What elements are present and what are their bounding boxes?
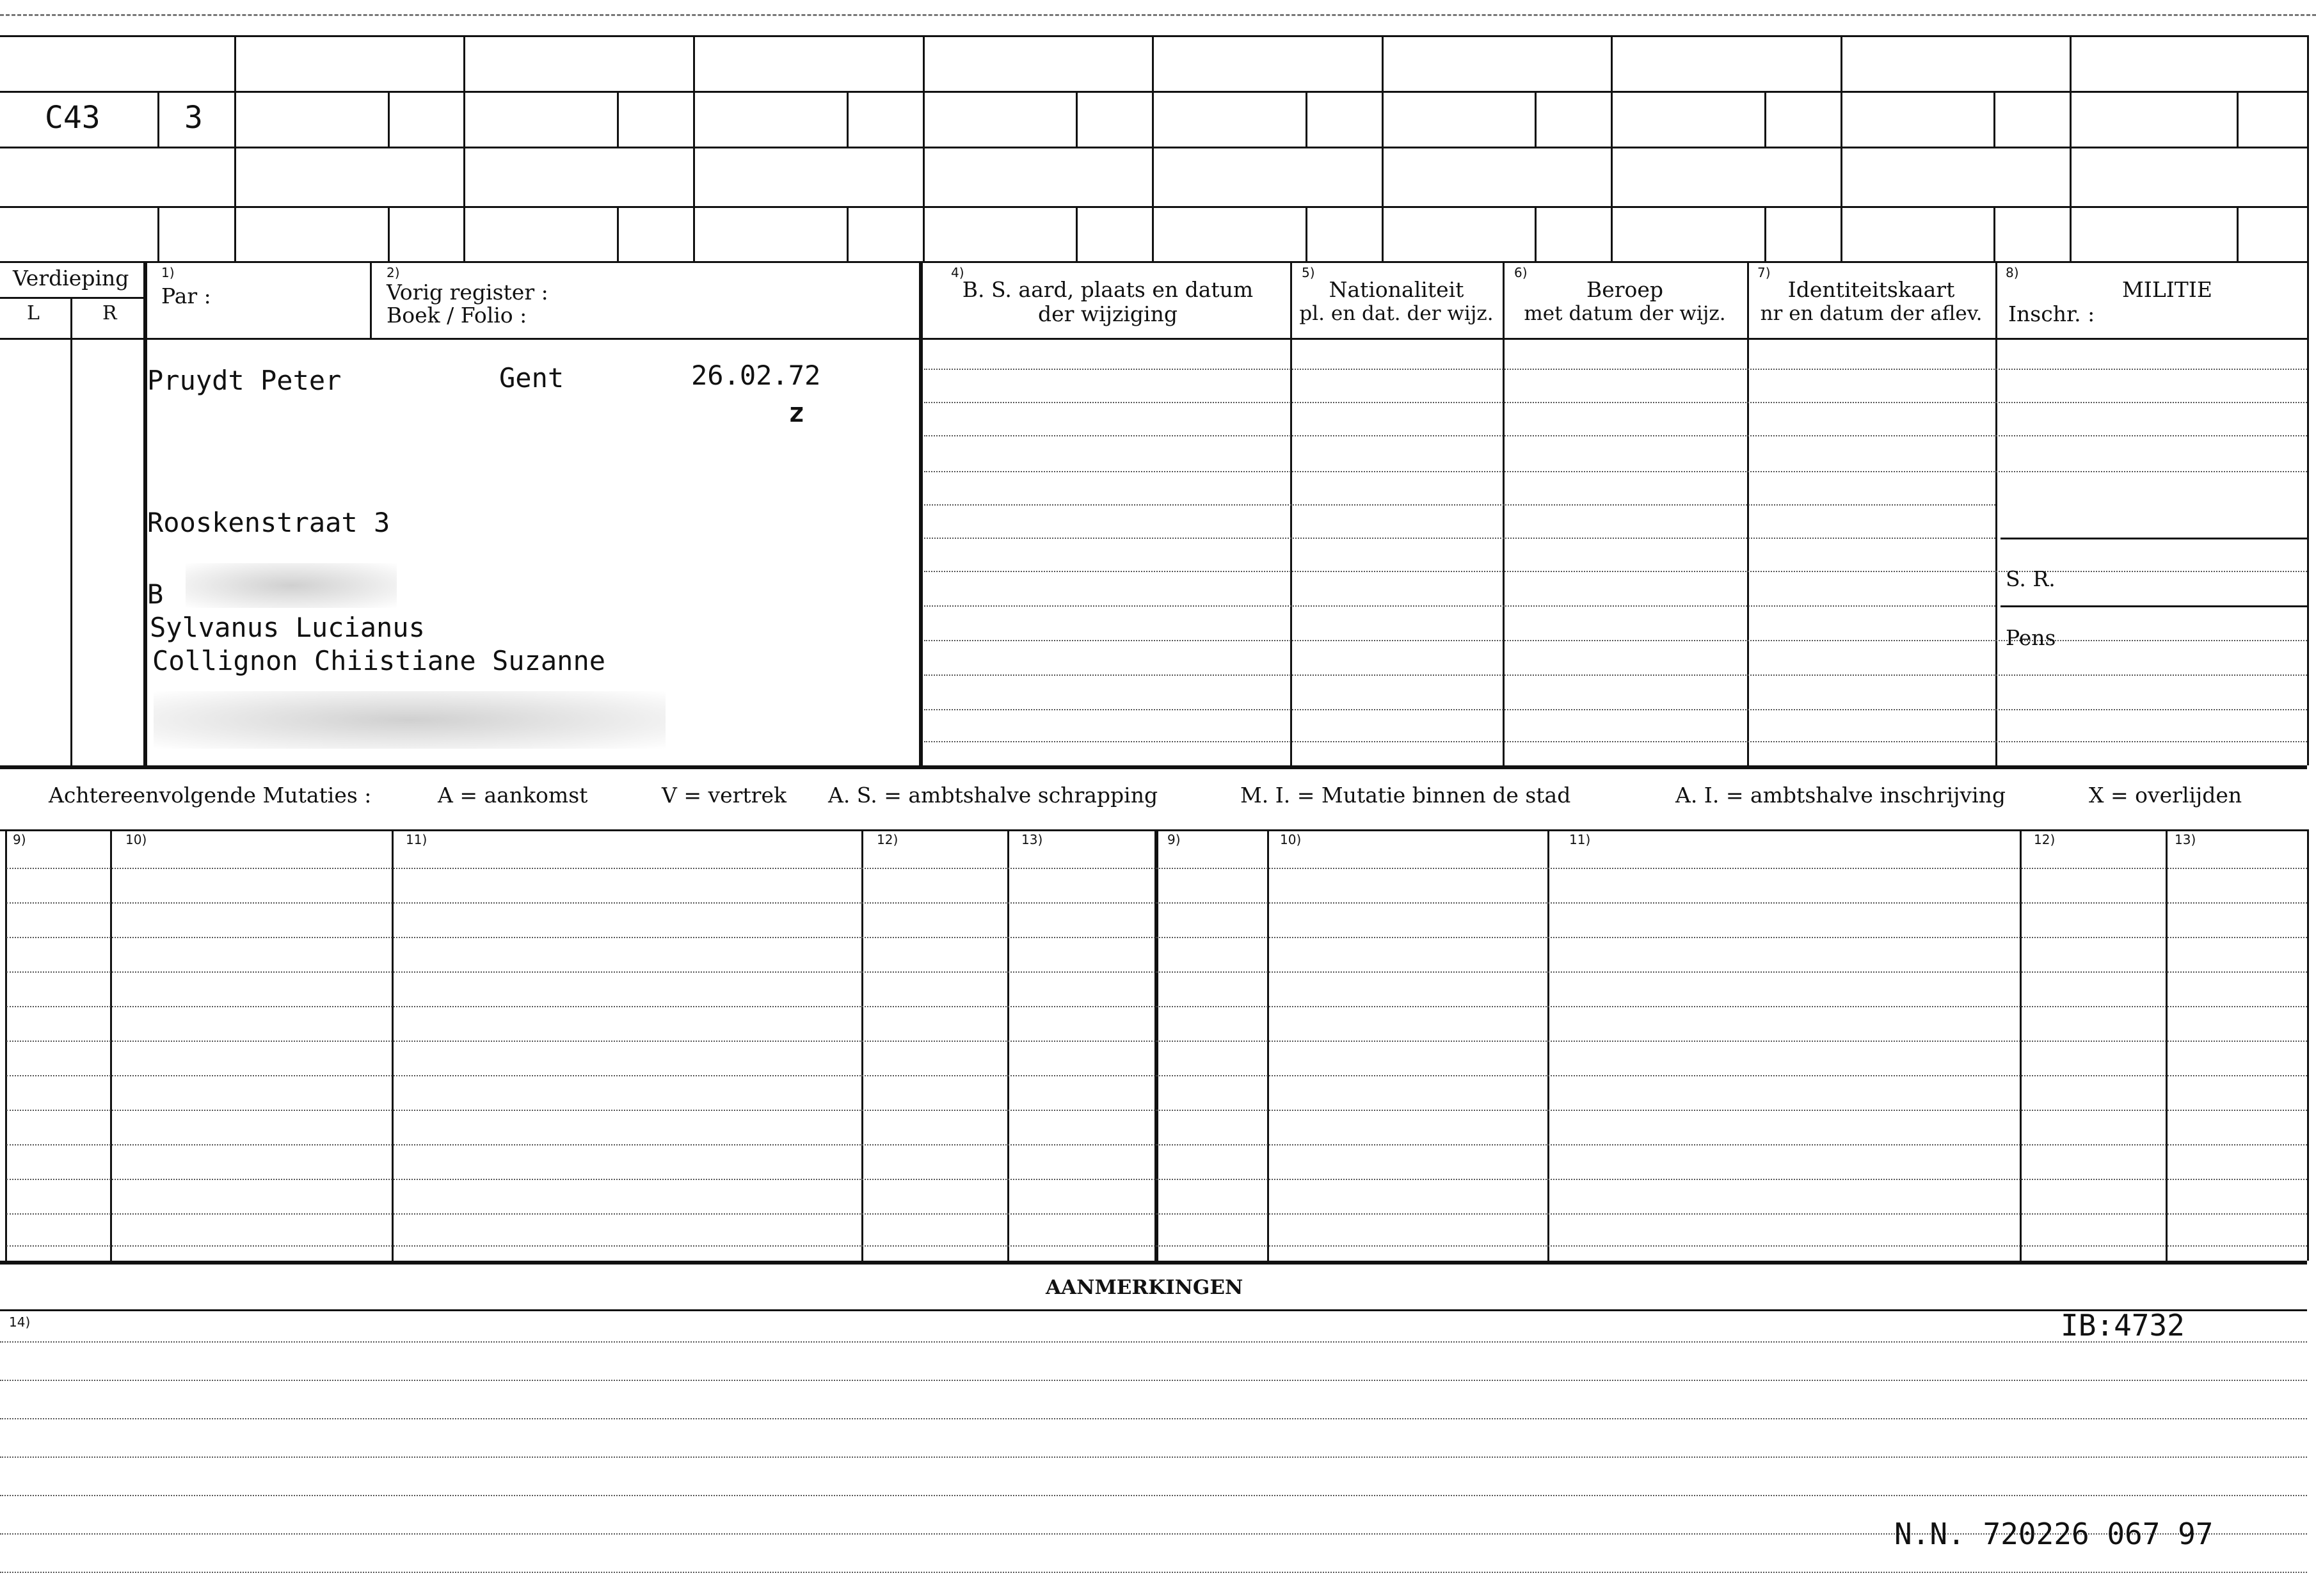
dotted-line bbox=[0, 1418, 2307, 1419]
grid-line bbox=[847, 91, 849, 147]
inschr-label: Inschr. : bbox=[2008, 301, 2095, 326]
column-number: 9) bbox=[1167, 832, 1181, 847]
legend-item: A = aankomst bbox=[438, 783, 588, 808]
legend-title: Achtereenvolgende Mutaties : bbox=[49, 783, 372, 808]
dotted-line bbox=[6, 1041, 2307, 1042]
grid-line bbox=[1007, 829, 1009, 1261]
bs-label-2: der wijziging bbox=[1038, 301, 1178, 326]
national-number: N.N. 720226 067 97 bbox=[1894, 1517, 2214, 1551]
grid-line bbox=[370, 262, 372, 338]
verdieping-label: Verdieping bbox=[13, 266, 129, 291]
grid-line bbox=[2307, 829, 2309, 1261]
nationaliteit-label: Nationaliteit bbox=[1329, 277, 1464, 302]
grid-line bbox=[1290, 262, 1292, 765]
field-number: 8) bbox=[2006, 265, 2019, 280]
grid-line bbox=[923, 35, 925, 262]
dotted-line bbox=[924, 571, 2307, 572]
dotted-line bbox=[924, 402, 2307, 403]
militie-label: MILITIE bbox=[2122, 277, 2212, 302]
field-number: 5) bbox=[1302, 265, 1315, 280]
grid-line bbox=[2307, 35, 2309, 262]
grid-line bbox=[2166, 829, 2168, 1261]
dotted-line bbox=[6, 1075, 2307, 1076]
grid-line bbox=[0, 829, 2307, 831]
grid-line bbox=[0, 1261, 2307, 1265]
boek-folio-label: Boek / Folio : bbox=[387, 303, 527, 328]
grid-line bbox=[1503, 262, 1505, 765]
grid-line bbox=[70, 297, 72, 765]
grid-line bbox=[1747, 262, 1749, 765]
field-number: 14) bbox=[9, 1314, 31, 1330]
dotted-line bbox=[6, 868, 2307, 869]
column-number: 13) bbox=[2175, 832, 2196, 847]
dotted-line bbox=[6, 1006, 2307, 1007]
grid-line bbox=[1306, 206, 1307, 261]
dotted-line bbox=[924, 709, 2307, 710]
grid-line bbox=[693, 35, 695, 262]
dotted-line bbox=[6, 1213, 2307, 1215]
grid-line bbox=[1611, 35, 1613, 262]
grid-line bbox=[1764, 206, 1766, 261]
redacted-area bbox=[186, 563, 397, 608]
dotted-line bbox=[924, 504, 1995, 506]
field-number: 7) bbox=[1757, 265, 1771, 280]
address: Rooskenstraat 3 bbox=[147, 507, 390, 538]
grid-line bbox=[1267, 829, 1269, 1261]
legend-item: A. S. = ambtshalve schrapping bbox=[828, 783, 1158, 808]
dotted-line bbox=[924, 605, 1995, 607]
dotted-line bbox=[0, 1380, 2307, 1381]
grid-line bbox=[388, 206, 390, 261]
grid-line bbox=[2307, 262, 2309, 765]
column-number: 9) bbox=[13, 832, 26, 847]
grid-line bbox=[463, 35, 465, 262]
pens-label: Pens bbox=[2006, 625, 2056, 650]
identiteitskaart-label-2: nr en datum der aflev. bbox=[1760, 302, 1983, 325]
dotted-line bbox=[6, 1179, 2307, 1180]
grid-line bbox=[1993, 91, 1995, 147]
grid-line bbox=[110, 829, 112, 1261]
grid-line bbox=[0, 1309, 2307, 1311]
dotted-line bbox=[6, 1245, 2307, 1247]
identiteitskaart-label: Identiteitskaart bbox=[1787, 277, 1955, 302]
grid-line bbox=[234, 35, 236, 262]
column-number: 11) bbox=[1569, 832, 1591, 847]
grid-line bbox=[1152, 35, 1154, 262]
father-name: Sylvanus Lucianus bbox=[150, 612, 425, 643]
grid-line bbox=[1306, 91, 1307, 147]
dotted-line bbox=[924, 741, 2307, 742]
vorig-register-label: Vorig register : bbox=[387, 280, 548, 305]
card-number: 3 bbox=[184, 100, 203, 136]
sr-label: S. R. bbox=[2006, 566, 2056, 591]
dotted-line bbox=[0, 1495, 2307, 1496]
legend-item: M. I. = Mutatie binnen de stad bbox=[1240, 783, 1571, 808]
grid-line bbox=[392, 829, 394, 1261]
grid-line bbox=[1535, 206, 1537, 261]
field-number: 4) bbox=[951, 265, 964, 280]
grid-line bbox=[157, 91, 159, 147]
grid-line bbox=[1995, 262, 1997, 765]
dotted-line bbox=[924, 674, 2307, 676]
field-number: 2) bbox=[387, 265, 400, 280]
dotted-line bbox=[924, 640, 2307, 641]
redacted-area bbox=[154, 691, 666, 749]
column-number: 12) bbox=[2034, 832, 2056, 847]
grid-line bbox=[2001, 538, 2307, 539]
grid-line bbox=[1841, 35, 1842, 262]
grid-line bbox=[1547, 829, 1549, 1261]
grid-line bbox=[847, 206, 849, 261]
grid-line bbox=[2020, 829, 2022, 1261]
nationaliteit-label-2: pl. en dat. der wijz. bbox=[1299, 302, 1494, 325]
legend-item: V = vertrek bbox=[662, 783, 787, 808]
bs-label: B. S. aard, plaats en datum bbox=[962, 277, 1254, 302]
dotted-line bbox=[0, 1456, 2307, 1458]
legend-item: A. I. = ambtshalve inschrijving bbox=[1675, 783, 2006, 808]
top-edge-line bbox=[0, 14, 2316, 16]
grid-line bbox=[1076, 206, 1078, 261]
birth-date: 26.02.72 bbox=[691, 360, 821, 391]
grid-line bbox=[1382, 35, 1384, 262]
mother-name: Collignon Chiistiane Suzanne bbox=[152, 645, 606, 676]
birth-place: Gent bbox=[499, 362, 564, 394]
grid-line bbox=[2001, 605, 2307, 607]
grid-line bbox=[861, 829, 863, 1261]
dotted-line bbox=[0, 1341, 2307, 1343]
column-number: 11) bbox=[406, 832, 427, 847]
dotted-line bbox=[6, 937, 2307, 938]
dotted-line bbox=[6, 971, 2307, 973]
column-number: 12) bbox=[877, 832, 898, 847]
grid-line bbox=[0, 338, 2307, 340]
beroep-label: Beroep bbox=[1586, 277, 1664, 302]
field-number: 1) bbox=[161, 265, 175, 280]
grid-line bbox=[388, 91, 390, 147]
grid-line bbox=[1076, 91, 1078, 147]
grid-line bbox=[157, 206, 159, 261]
beroep-label-2: met datum der wijz. bbox=[1524, 302, 1726, 325]
marker-b: B bbox=[147, 579, 164, 610]
grid-line bbox=[1993, 206, 1995, 261]
dotted-line bbox=[6, 1110, 2307, 1111]
column-number: 10) bbox=[1280, 832, 1302, 847]
legend-item: X = overlijden bbox=[2089, 783, 2242, 808]
sex: z bbox=[788, 397, 805, 428]
grid-line bbox=[0, 297, 146, 299]
column-number: 10) bbox=[125, 832, 147, 847]
grid-line bbox=[2070, 35, 2072, 262]
grid-line bbox=[617, 206, 619, 261]
grid-line bbox=[1764, 91, 1766, 147]
dotted-line bbox=[924, 435, 2307, 436]
grid-line bbox=[1154, 829, 1158, 1261]
grid-line bbox=[0, 765, 2307, 769]
person-name: Pruydt Peter bbox=[147, 365, 342, 396]
grid-line bbox=[5, 829, 7, 1261]
right-label: R bbox=[102, 302, 117, 324]
grid-line bbox=[2237, 206, 2239, 261]
grid-line bbox=[919, 262, 923, 765]
dotted-line bbox=[6, 902, 2307, 904]
dotted-line bbox=[924, 471, 2307, 472]
left-label: L bbox=[27, 302, 40, 324]
field-number: 6) bbox=[1514, 265, 1528, 280]
dotted-line bbox=[924, 369, 2307, 370]
dotted-line bbox=[0, 1572, 2307, 1573]
par-label: Par : bbox=[161, 283, 211, 308]
card-code: C43 bbox=[45, 100, 100, 136]
dotted-line bbox=[924, 538, 1995, 539]
remarks-title: AANMERKINGEN bbox=[1046, 1276, 1243, 1299]
grid-line bbox=[1535, 91, 1537, 147]
grid-line bbox=[2237, 91, 2239, 147]
grid-line bbox=[617, 91, 619, 147]
dotted-line bbox=[6, 1144, 2307, 1145]
ib-number: IB:4732 bbox=[2061, 1308, 2185, 1343]
column-number: 13) bbox=[1021, 832, 1043, 847]
